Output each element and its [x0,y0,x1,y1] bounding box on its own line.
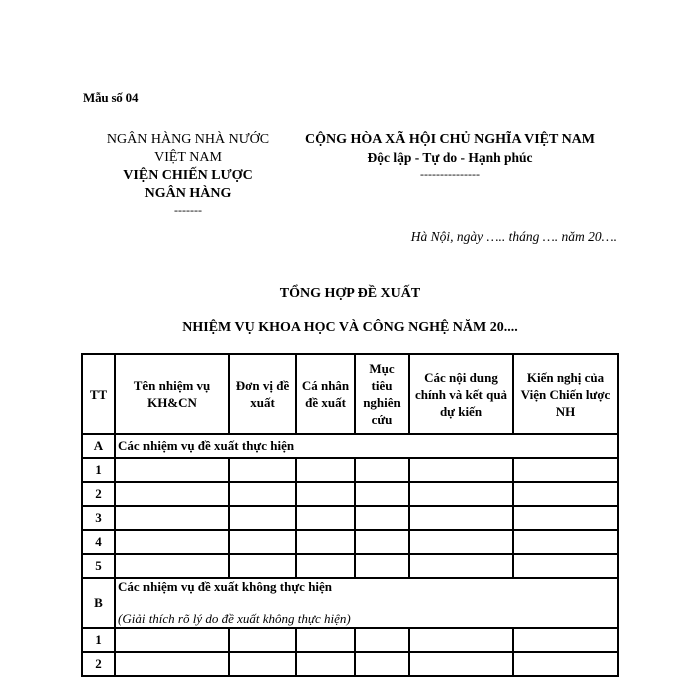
document-subtitle: NHIỆM VỤ KHOA HỌC VÀ CÔNG NGHỆ NĂM 20.... [182,320,518,335]
cell[interactable] [229,628,296,652]
table-row [82,482,618,506]
nation-name: CỘNG HÒA XÃ HỘI CHỦ NGHĨA VIỆT NAM [304,132,595,147]
cell[interactable] [229,482,296,506]
header-tt: TT [82,354,115,434]
header-proposing-individual: Cá nhân đề xuất [296,354,355,434]
cell[interactable] [229,554,296,578]
org-line-3: VIỆN CHIẾN LƯỢC [123,168,253,183]
table-row [82,506,618,530]
row-number: 2 [82,652,115,676]
row-number: 2 [82,482,115,506]
section-a-row [82,434,618,458]
cell[interactable] [409,482,513,506]
row-number: 3 [82,506,115,530]
cell[interactable] [355,458,409,482]
table-row [82,652,618,676]
org-line-1: NGÂN HÀNG NHÀ NƯỚC [106,132,270,147]
cell[interactable] [409,554,513,578]
section-a-code: A [82,434,115,458]
form-number: Mẫu số 04 [83,90,139,105]
header-main-content: Các nội dung chính và kết quả dự kiến [409,354,513,434]
cell[interactable] [513,506,618,530]
row-number: 4 [82,530,115,554]
cell[interactable] [513,652,618,676]
cell[interactable] [355,652,409,676]
cell[interactable] [513,458,618,482]
cell[interactable] [115,652,229,676]
cell[interactable] [355,554,409,578]
header-recommendation: Kiến nghị của Viện Chiến lược NH [513,354,618,434]
cell[interactable] [115,530,229,554]
cell[interactable] [513,530,618,554]
row-number: 5 [82,554,115,578]
cell[interactable] [229,458,296,482]
org-line-2: VIỆT NAM [154,150,222,165]
document-title: TỔNG HỢP ĐỀ XUẤT [279,286,421,301]
cell[interactable] [296,530,355,554]
section-b-cell [115,578,618,628]
cell[interactable] [115,554,229,578]
table-row [82,554,618,578]
cell[interactable] [115,506,229,530]
row-number: 1 [82,458,115,482]
row-number: 1 [82,628,115,652]
cell[interactable] [409,652,513,676]
cell[interactable] [296,506,355,530]
cell[interactable] [355,628,409,652]
org-divider: ------- [174,203,202,217]
table-row [82,628,618,652]
proposal-table [81,353,619,677]
cell[interactable] [115,628,229,652]
header-research-objective: Mục tiêu nghiên cứu [355,354,409,434]
cell[interactable] [296,628,355,652]
table-header-row [82,354,618,434]
cell[interactable] [229,652,296,676]
cell[interactable] [513,482,618,506]
section-b-label: Các nhiệm vụ đề xuất không thực hiện [118,579,333,594]
cell[interactable] [229,506,296,530]
cell[interactable] [296,482,355,506]
cell[interactable] [513,628,618,652]
cell[interactable] [296,652,355,676]
section-b-code: B [82,578,115,628]
cell[interactable] [115,482,229,506]
issuing-organization [88,131,288,217]
header-task-name: Tên nhiệm vụ KH&CN [115,354,229,434]
table-row [82,530,618,554]
cell[interactable] [409,458,513,482]
header-proposing-unit: Đơn vị đề xuất [229,354,296,434]
cell[interactable] [115,458,229,482]
place-date: Hà Nội, ngày ….. tháng …. năm 20…. [410,229,617,244]
cell[interactable] [409,506,513,530]
nation-motto: Độc lập - Tự do - Hạnh phúc [367,150,533,165]
cell[interactable] [229,530,296,554]
cell[interactable] [409,530,513,554]
cell[interactable] [296,458,355,482]
section-b-row [82,578,618,628]
cell[interactable] [409,628,513,652]
cell[interactable] [355,530,409,554]
cell[interactable] [513,554,618,578]
cell[interactable] [296,554,355,578]
org-line-4: NGÂN HÀNG [144,186,232,201]
section-a-label: Các nhiệm vụ đề xuất thực hiện [115,434,618,458]
nation-divider: --------------- [420,167,480,181]
cell[interactable] [355,506,409,530]
table-row [82,458,618,482]
national-header [290,131,610,181]
cell[interactable] [355,482,409,506]
section-b-note: (Giải thích rõ lý do đề xuất không thực hiện) [118,611,351,626]
